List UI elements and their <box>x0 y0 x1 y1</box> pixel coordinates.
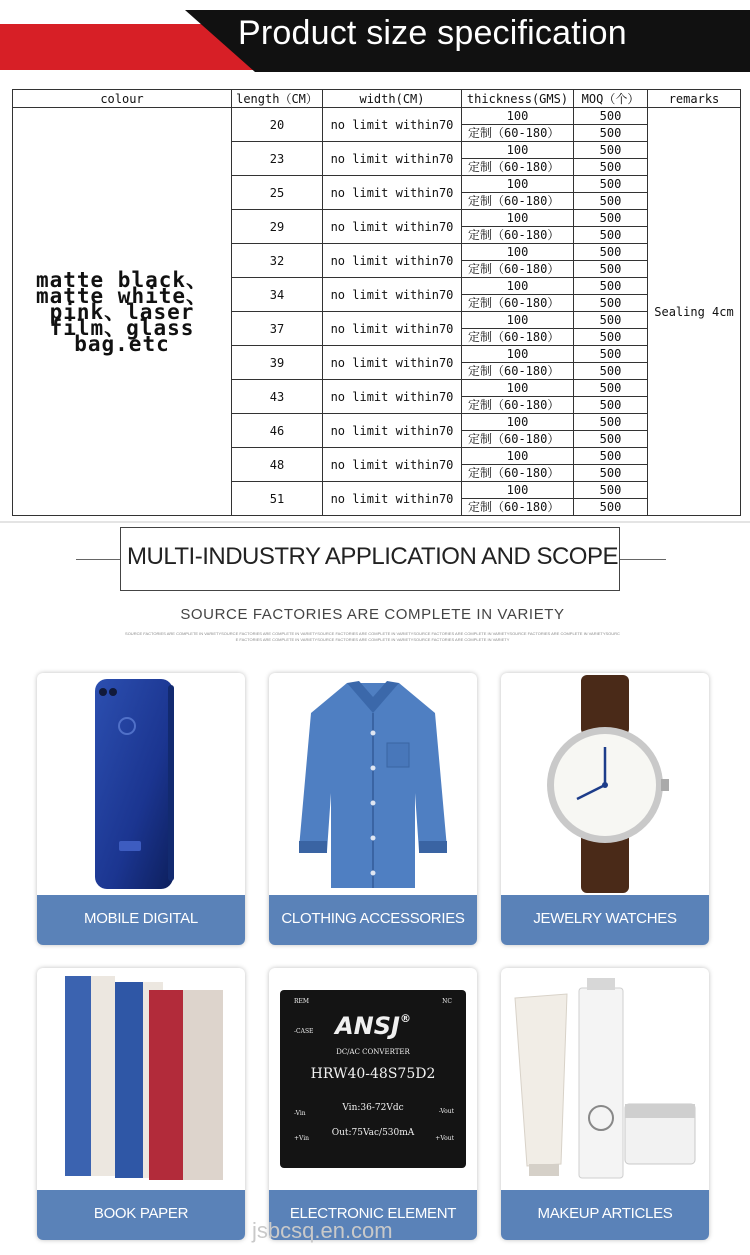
moq-cell: 500 <box>574 380 648 397</box>
module-vin: Vin:36-72Vdc <box>342 1103 404 1113</box>
thickness-standard-cell: 100 <box>462 380 574 397</box>
moq-cell: 500 <box>574 176 648 193</box>
module-type: DC/AC CONVERTER <box>336 1048 410 1056</box>
thickness-custom-cell: 定制（60-180） <box>462 159 574 176</box>
card-book-paper <box>37 968 245 1240</box>
thickness-custom-cell: 定制（60-180） <box>462 295 574 312</box>
card-label: MAKEUP ARTICLES <box>501 1190 709 1240</box>
moq-cell: 500 <box>574 312 648 329</box>
thickness-standard-cell: 100 <box>462 312 574 329</box>
pin-vout-neg-label: -Vout <box>438 1108 454 1115</box>
table-row <box>13 108 741 125</box>
module-out: Out:75Vac/530mA <box>331 1128 415 1138</box>
thickness-custom-cell: 定制（60-180） <box>462 193 574 210</box>
width-cell: no limit within70 <box>323 448 462 482</box>
banner <box>0 0 750 82</box>
moq-cell: 500 <box>574 346 648 363</box>
thickness-standard-cell: 100 <box>462 244 574 261</box>
moq-cell: 500 <box>574 142 648 159</box>
pin-nc-label: NC <box>442 998 452 1005</box>
moq-cell: 500 <box>574 295 648 312</box>
converter-module-image <box>269 968 477 1190</box>
width-cell: no limit within70 <box>323 312 462 346</box>
moq-cell: 500 <box>574 193 648 210</box>
thickness-standard-cell: 100 <box>462 448 574 465</box>
registered-mark: ® <box>399 1012 411 1025</box>
width-cell: no limit within70 <box>323 278 462 312</box>
moq-cell: 500 <box>574 329 648 346</box>
watermark: jsbcsq.en.com <box>252 1218 393 1243</box>
thickness-custom-cell: 定制（60-180） <box>462 431 574 448</box>
thickness-custom-cell: 定制（60-180） <box>462 363 574 380</box>
card-mobile-digital <box>37 673 245 945</box>
books-image <box>37 968 245 1190</box>
module-model: HRW40-48S75D2 <box>310 1066 436 1082</box>
cosmetics-image <box>501 968 709 1190</box>
card-electronic-element <box>269 968 477 1240</box>
card-label: JEWELRY WATCHES <box>501 895 709 945</box>
moq-cell: 500 <box>574 125 648 142</box>
thickness-custom-cell: 定制（60-180） <box>462 329 574 346</box>
remarks-cell: Sealing 4cm <box>648 108 741 516</box>
thickness-standard-cell: 100 <box>462 414 574 431</box>
card-jewelry-watches <box>501 673 709 945</box>
moq-cell: 500 <box>574 210 648 227</box>
section-title: MULTI-INDUSTRY APPLICATION AND SCOPE <box>127 543 618 570</box>
length-cell: 32 <box>232 244 323 278</box>
length-cell: 48 <box>232 448 323 482</box>
module-brand <box>280 1012 466 1040</box>
pin-rem-label: REM <box>294 998 310 1005</box>
width-cell: no limit within70 <box>323 176 462 210</box>
thickness-custom-cell: 定制（60-180） <box>462 465 574 482</box>
converter-module <box>280 990 466 1168</box>
length-cell: 46 <box>232 414 323 448</box>
length-cell: 29 <box>232 210 323 244</box>
card-clothing-accessories <box>269 673 477 945</box>
thickness-standard-cell: 100 <box>462 346 574 363</box>
pin-vin-pos-label: +Vin <box>294 1135 310 1142</box>
moq-cell: 500 <box>574 108 648 125</box>
card-label: ELECTRONIC ELEMENT <box>269 1190 477 1240</box>
width-cell: no limit within70 <box>323 482 462 516</box>
thickness-custom-cell: 定制（60-180） <box>462 499 574 516</box>
header-moq: MOQ（个） <box>574 90 648 108</box>
section-subtitle: SOURCE FACTORIES ARE COMPLETE IN VARIETY <box>180 606 565 623</box>
width-cell: no limit within70 <box>323 210 462 244</box>
width-cell: no limit within70 <box>323 380 462 414</box>
pin-case-label: -CASE <box>294 1028 314 1035</box>
thickness-standard-cell: 100 <box>462 142 574 159</box>
header-thickness: thickness(GMS) <box>462 90 574 108</box>
smartphone-image <box>37 673 245 895</box>
thickness-custom-cell: 定制（60-180） <box>462 397 574 414</box>
header-length: length（CM） <box>232 90 323 108</box>
thickness-standard-cell: 100 <box>462 482 574 499</box>
thickness-custom-cell: 定制（60-180） <box>462 261 574 278</box>
thickness-standard-cell: 100 <box>462 108 574 125</box>
length-cell: 34 <box>232 278 323 312</box>
width-cell: no limit within70 <box>323 244 462 278</box>
header-colour: colour <box>13 90 232 108</box>
length-cell: 51 <box>232 482 323 516</box>
width-cell: no limit within70 <box>323 414 462 448</box>
micro-text-line-1: SOURCE FACTORIES ARE COMPLETE IN VARIETYSOURCE FACTORIES ARE COMPLETE IN VARIETYSOURCE FACTORIES ARE COMPLETE IN VARIETYSOURCE FACTORIES ARE COMPLETE IN VARIETYSOURCE FACTORIES ARE COMPLETE IN VARIETYSOURC <box>125 631 620 636</box>
card-label: CLOTHING ACCESSORIES <box>269 895 477 945</box>
micro-text-line-2: E FACTORIES ARE COMPLETE IN VARIETYSOURCE FACTORIES ARE COMPLETE IN VARIETYSOURCE FACTORIES ARE COMPLETE IN VARIETY <box>235 637 510 642</box>
moq-cell: 500 <box>574 397 648 414</box>
moq-cell: 500 <box>574 465 648 482</box>
card-label: BOOK PAPER <box>37 1190 245 1240</box>
moq-cell: 500 <box>574 431 648 448</box>
moq-cell: 500 <box>574 363 648 380</box>
header-width: width(CM) <box>323 90 462 108</box>
pin-vin-neg-label: -Vin <box>294 1110 306 1117</box>
thickness-standard-cell: 100 <box>462 210 574 227</box>
length-cell: 20 <box>232 108 323 142</box>
length-cell: 39 <box>232 346 323 380</box>
length-cell: 37 <box>232 312 323 346</box>
moq-cell: 500 <box>574 482 648 499</box>
card-makeup-articles <box>501 968 709 1240</box>
thickness-standard-cell: 100 <box>462 278 574 295</box>
moq-cell: 500 <box>574 448 648 465</box>
denim-shirt-image <box>269 673 477 895</box>
moq-cell: 500 <box>574 414 648 431</box>
moq-cell: 500 <box>574 244 648 261</box>
length-cell: 25 <box>232 176 323 210</box>
thickness-standard-cell: 100 <box>462 176 574 193</box>
thickness-custom-cell: 定制（60-180） <box>462 227 574 244</box>
moq-cell: 500 <box>574 159 648 176</box>
module-brand-text: ANSJ <box>335 1012 400 1040</box>
moq-cell: 500 <box>574 227 648 244</box>
length-cell: 43 <box>232 380 323 414</box>
header-remarks: remarks <box>648 90 741 108</box>
moq-cell: 500 <box>574 278 648 295</box>
wristwatch-image <box>501 673 709 895</box>
length-cell: 23 <box>232 142 323 176</box>
colour-cell: matte black、matte white、pink、laser film、glass bag.etc <box>13 108 232 516</box>
width-cell: no limit within70 <box>323 142 462 176</box>
page-title: Product size specification <box>238 14 627 52</box>
moq-cell: 500 <box>574 499 648 516</box>
pin-vout-pos-label: +Vout <box>435 1135 454 1142</box>
moq-cell: 500 <box>574 261 648 278</box>
thickness-custom-cell: 定制（60-180） <box>462 125 574 142</box>
width-cell: no limit within70 <box>323 346 462 380</box>
section-separator <box>0 521 750 523</box>
table-header-row <box>13 90 741 108</box>
spec-table <box>12 89 741 516</box>
card-label: MOBILE DIGITAL <box>37 895 245 945</box>
width-cell: no limit within70 <box>323 108 462 142</box>
